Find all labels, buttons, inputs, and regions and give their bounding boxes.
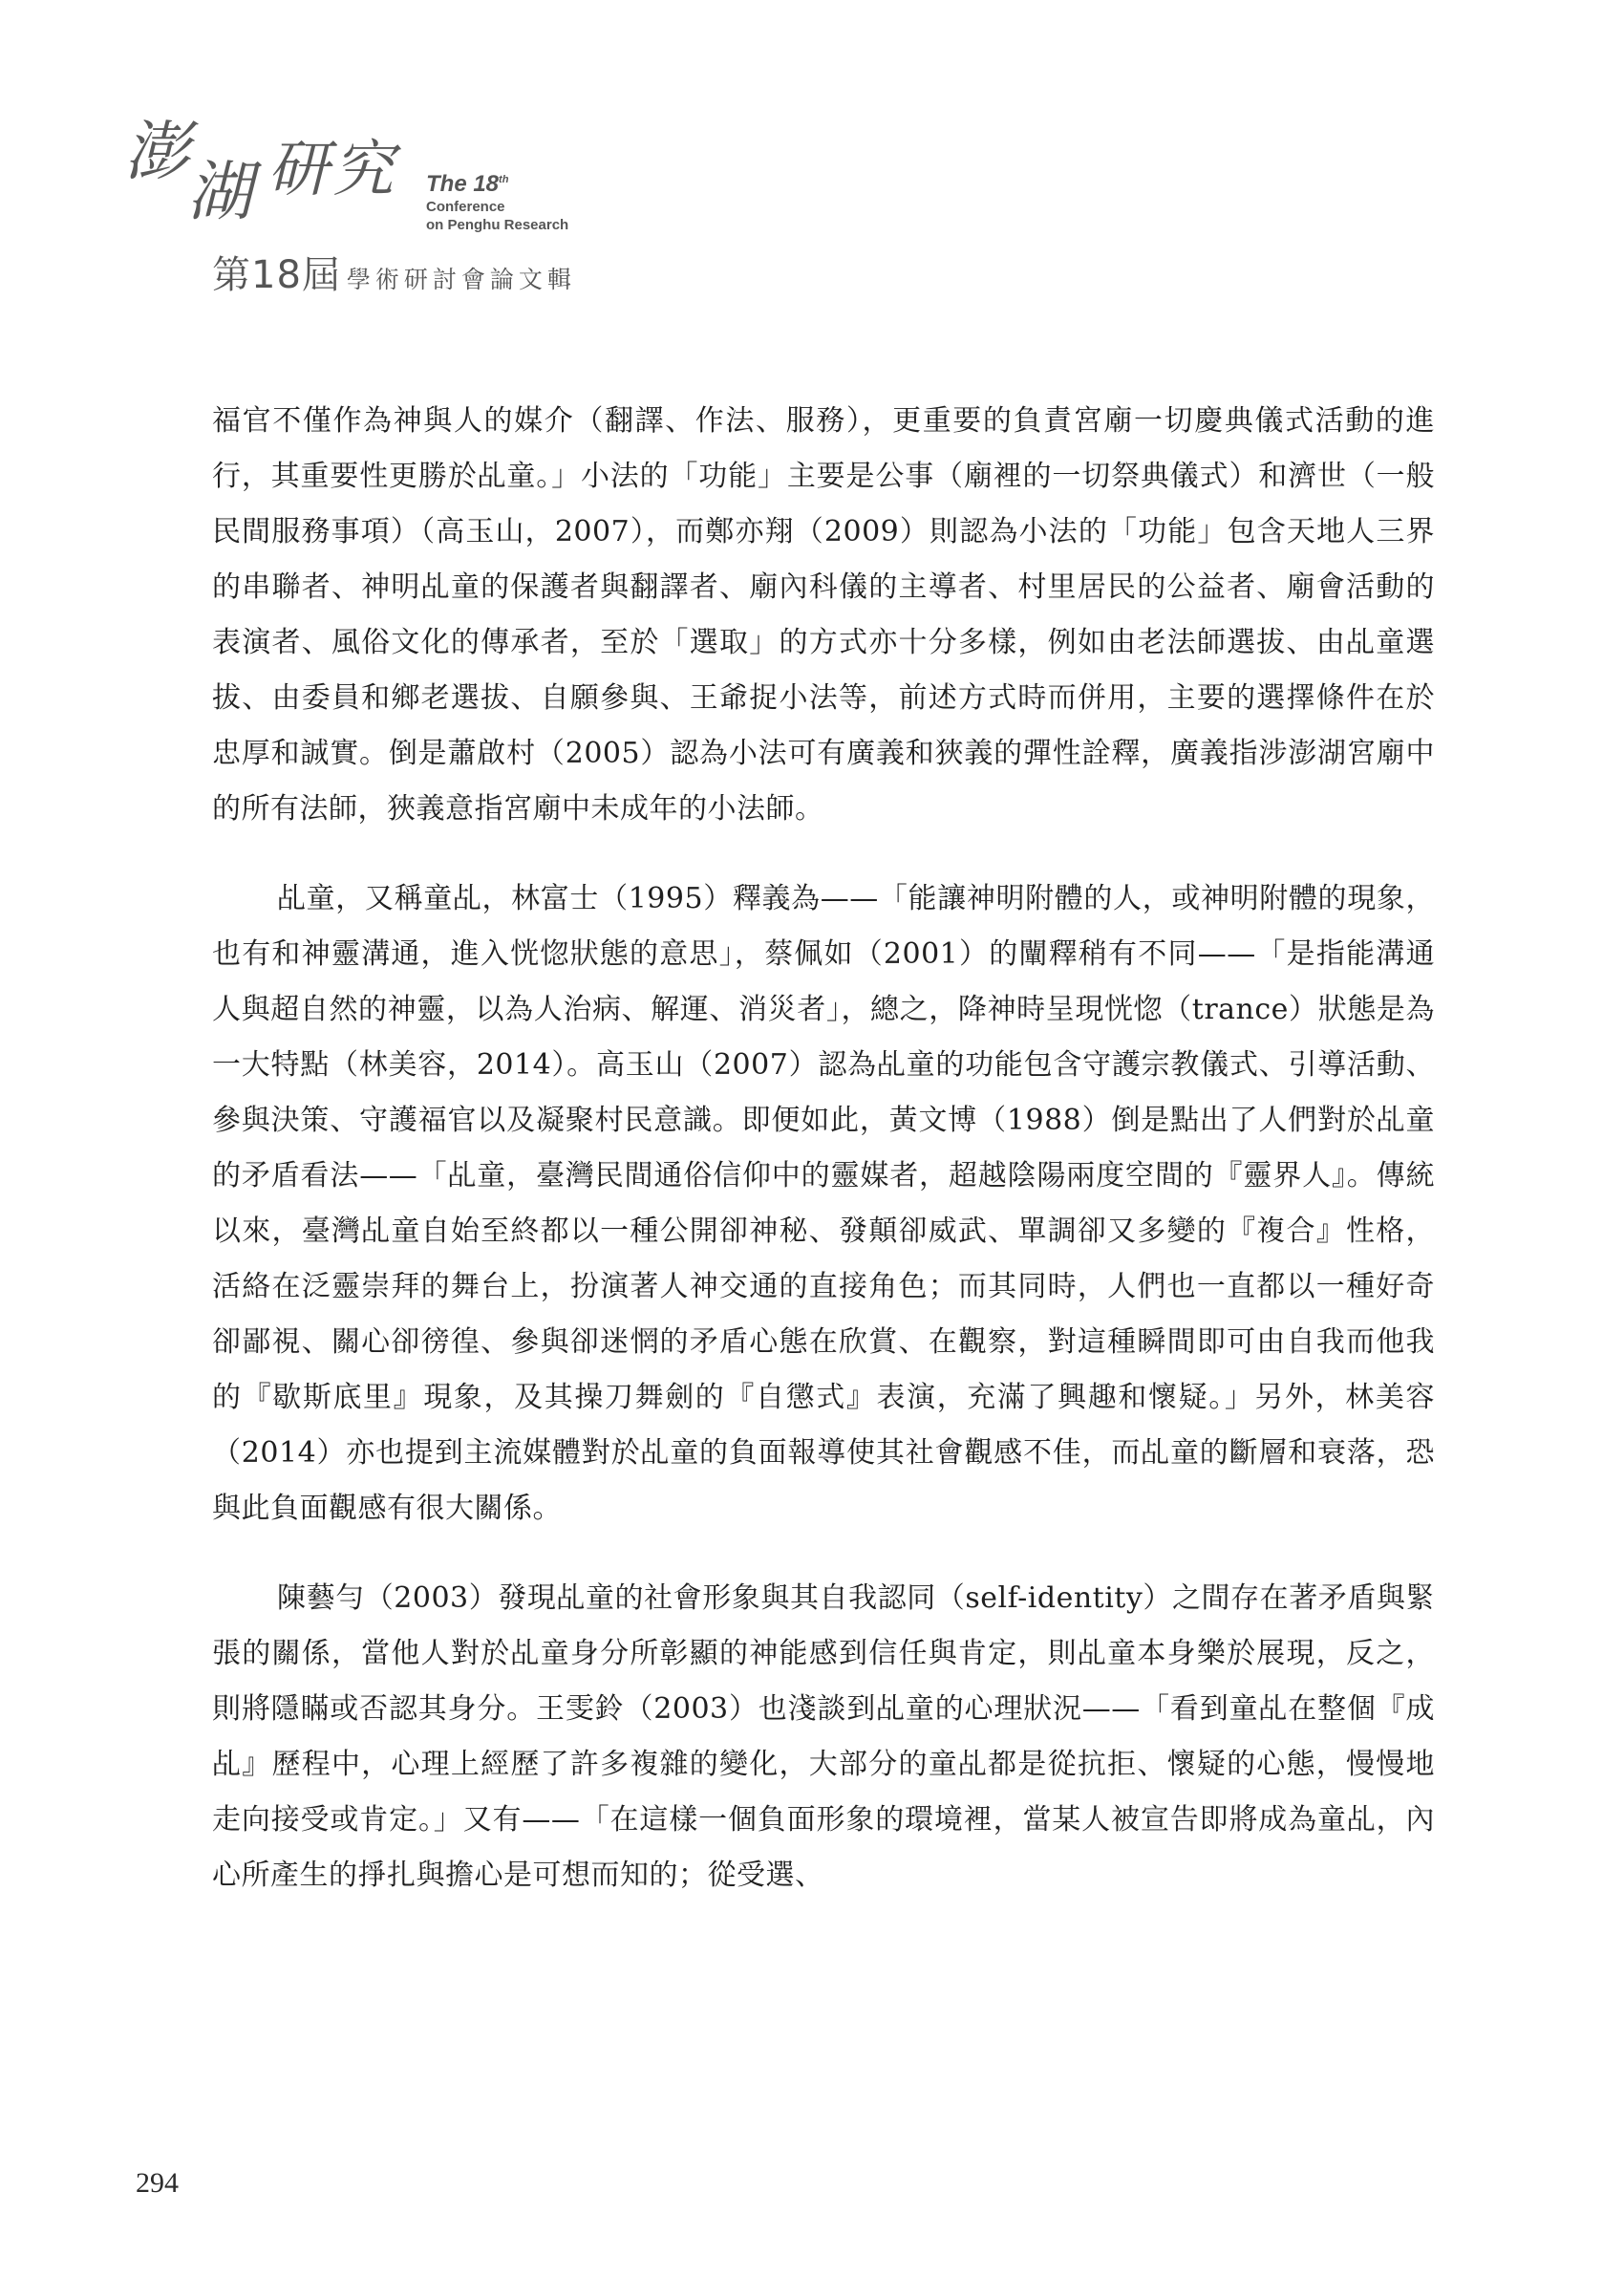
main-content xyxy=(212,394,1435,1938)
conference-english-title xyxy=(426,170,568,235)
paragraph-1: 福官不僅作為神與人的媒介（翻譯、作法、服務），更重要的負責宮廟一切慶典儀式活動的進行，其重要性更勝於乩童。」小法的「功能」主要是公事（廟裡的一切祭典儀式）和濟世（一般民間服務事項）（高玉山，2007），而鄭亦翔（2009）則認為小法的「功能」包含天地人三界的串聯者、神明乩童的保護者與翻譯者、廟內科儀的主導者、村里居民的公益者、廟會活動的表演者、風俗文化的傳承者，至於「選取」的方式亦十分多樣，例如由老法師選拔、由乩童選拔、由委員和鄉老選拔、自願參與、王爺捉小法等，前述方式時而併用，主要的選擇條件在於忠厚和誠實。倒是蕭啟村（2005）認為小法可有廣義和狹義的彈性詮釋，廣義指涉澎湖宮廟中的所有法師，狹義意指宮廟中未成年的小法師。 xyxy=(212,404,1435,826)
conference-line-3: on Penghu Research xyxy=(426,216,569,233)
paragraph-3: 陳藝勻（2003）發現乩童的社會形象與其自我認同（self-identity）之間存在著矛盾與緊張的關係，當他人對於乩童身分所彰顯的神能感到信任與肯定，則乩童本身樂於展現，反之，則將隱瞞或否認其身分。王雯鈴（2003）也淺談到乩童的心理狀況——「看到童乩在整個『成乩』歷程中，心理上經歷了許多複雜的變化，大部分的童乩都是從抗拒、懷疑的心態，慢慢地走向接受或肯定。」又有——「在這樣一個負面形象的環境裡，當某人被宣告即將成為童乩，內心所產生的掙扎與擔心是可想而知的；從受選、 xyxy=(212,1581,1435,1892)
logo-char-2: 湖 xyxy=(187,155,253,230)
conference-number-text: The 18 xyxy=(426,171,500,197)
edition-label: 第18屆 xyxy=(212,253,341,297)
conference-number-suffix: th xyxy=(499,174,509,185)
logo-char-3: 研 xyxy=(267,135,329,205)
proceedings-subtitle xyxy=(212,245,576,299)
logo-char-4: 究 xyxy=(332,135,394,205)
logo-char-1: 澎 xyxy=(124,115,190,190)
proceedings-label: 學術研討會論文輯 xyxy=(346,266,576,293)
page-number: 294 xyxy=(136,2167,179,2199)
conference-line-2: Conference xyxy=(426,199,505,215)
paragraph-2: 乩童，又稱童乩，林富士（1995）釋義為——「能讓神明附體的人，或神明附體的現象，也有和神靈溝通，進入恍惚狀態的意思」，蔡佩如（2001）的闡釋稍有不同——「是指能溝通人與超自然的神靈，以為人治病、解運、消災者」，總之，降神時呈現恍惚（trance）狀態是為一大特點（林美容，2014）。高玉山（2007）認為乩童的功能包含守護宗教儀式、引導活動、參與決策、守護福官以及凝聚村民意識。即便如此，黃文博（1988）倒是點出了人們對於乩童的矛盾看法——「乩童，臺灣民間通俗信仰中的靈媒者，超越陰陽兩度空間的『靈界人』。傳統以來，臺灣乩童自始至終都以一種公開卻神秘、發顛卻威武、單調卻又多變的『複合』性格，活絡在泛靈崇拜的舞台上，扮演著人神交通的直接角色；而其同時，人們也一直都以一種好奇卻鄙視、關心卻徬徨、參與卻迷惘的矛盾心態在欣賞、在觀察，對這種瞬間即可由自我而他我的『歇斯底里』現象，及其操刀舞劍的『自懲式』表演，充滿了興趣和懷疑。」另外，林美容（2014）亦也提到主流媒體對於乩童的負面報導使其社會觀感不佳，而乩童的斷層和衰落，恐與此負面觀感有很大關係。 xyxy=(212,882,1435,1525)
journal-header xyxy=(122,115,657,302)
conference-number xyxy=(426,170,568,199)
